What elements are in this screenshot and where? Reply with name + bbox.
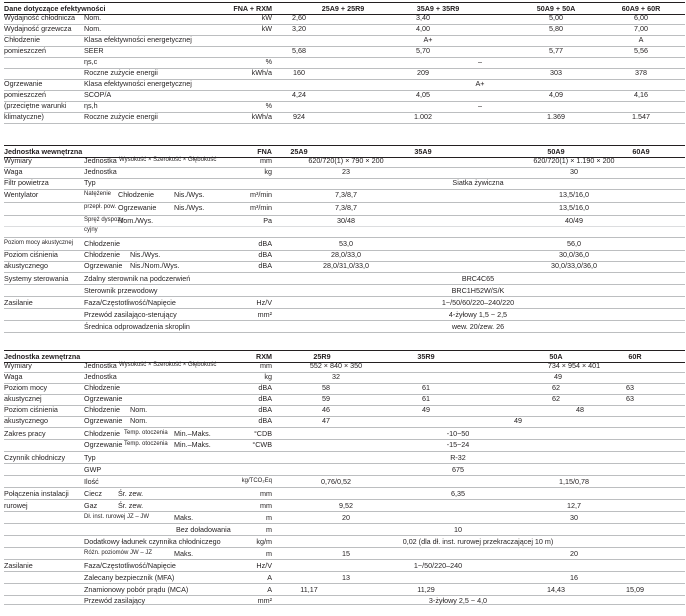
section-title: Dane dotyczące efektywności: [4, 4, 106, 13]
spec-value: 13: [342, 573, 350, 582]
row-label: Waga: [4, 167, 23, 176]
spec-value: Znamionowy pobór prądu (MCA): [84, 585, 189, 594]
spec-value: 4,24: [292, 90, 306, 99]
spec-value: mm: [260, 501, 272, 510]
spec-value: Ogrzewanie: [84, 394, 123, 403]
spec-value: 4,05: [416, 90, 430, 99]
spec-value: 61: [422, 394, 430, 403]
row-label: Wydajność chłodnicza: [4, 13, 76, 22]
spec-value: Ogrzewanie: [118, 203, 157, 212]
spec-value: Nis./Wys.: [130, 250, 161, 259]
row-label: akustycznego: [4, 261, 48, 270]
row-label: Wentylator: [4, 190, 39, 199]
spec-value: 9,52: [339, 501, 353, 510]
spec-value: kW: [261, 13, 272, 22]
spec-value: 49: [554, 372, 562, 381]
spec-value: 49: [514, 416, 522, 425]
row-label: Wymiary: [4, 156, 32, 165]
spec-value: Ciecz: [84, 489, 102, 498]
row-label: akustycznej: [4, 394, 42, 403]
spec-value: 5,68: [292, 46, 306, 55]
spec-value: 3,40: [416, 13, 430, 22]
spec-value: A+: [475, 79, 485, 88]
spec-value: 675: [452, 465, 464, 474]
section-title: Jednostka zewnętrzna: [4, 352, 81, 361]
spec-value: 5,77: [549, 46, 563, 55]
spec-value: 5,80: [549, 24, 563, 33]
spec-value: dBA: [258, 239, 272, 248]
spec-value: %: [265, 57, 272, 66]
model-header: 60A9: [632, 147, 650, 156]
spec-value: Maks.: [174, 513, 194, 522]
spec-value: 2,60: [292, 13, 306, 22]
spec-value: 1~/50/220–240: [413, 561, 463, 570]
spec-value: Roczne zużycie energii: [84, 112, 158, 121]
spec-value: °CWB: [252, 440, 272, 449]
spec-value: -15~24: [446, 440, 470, 449]
spec-value: 10: [454, 525, 462, 534]
model-header: FNA + RXM: [233, 4, 272, 13]
spec-value: Jednostka: [84, 156, 117, 165]
spec-value: Bez doładowania: [176, 525, 231, 534]
spec-value: Różn. poziomów JW – JZ: [84, 550, 153, 556]
model-header: 50A9 + 50A: [536, 4, 576, 13]
spec-value: m: [266, 549, 272, 558]
spec-value: 16: [570, 573, 578, 582]
spec-value: 62: [552, 394, 560, 403]
spec-value: Nom.: [130, 405, 148, 414]
spec-value: kg: [264, 372, 272, 381]
spec-value: Typ: [84, 453, 96, 462]
section-title: Jednostka wewnętrzna: [4, 147, 83, 156]
spec-value: kWh/a: [251, 68, 272, 77]
model-header: 50A: [549, 352, 563, 361]
spec-value: 924: [293, 112, 305, 121]
spec-value: 13,5/16,0: [559, 190, 589, 199]
spec-value: 15,09: [626, 585, 644, 594]
spec-value: 59: [322, 394, 330, 403]
spec-value: 5,70: [416, 46, 430, 55]
row-label: akustycznego: [4, 416, 48, 425]
spec-value: Spręż dyspozy-: [84, 217, 126, 223]
row-label: Waga: [4, 372, 23, 381]
spec-value: mm²: [257, 596, 272, 605]
spec-value: Nis./Wys.: [174, 203, 205, 212]
spec-value: 20: [342, 513, 350, 522]
spec-value: 1,15/0,78: [559, 477, 589, 486]
spec-value: GWP: [84, 465, 102, 474]
spec-value: Faza/Częstotliwość/Napięcie: [84, 561, 176, 570]
spec-value: 30,0/33,0/36,0: [551, 261, 597, 270]
spec-value: dBA: [258, 416, 272, 425]
spec-value: 3,20: [292, 24, 306, 33]
spec-value: 23: [342, 167, 350, 176]
spec-value: ηs,c: [84, 57, 98, 66]
spec-value: 6,00: [634, 13, 648, 22]
spec-value: Zdalny sterownik na podczerwień: [84, 274, 191, 283]
spec-value: Temp. otoczenia: [124, 441, 168, 447]
spec-row: [4, 112, 685, 124]
spec-value: A+: [423, 35, 433, 44]
row-label: Poziom mocy: [4, 383, 48, 392]
spec-value: Średnica odprowadzenia skroplin: [84, 322, 190, 331]
spec-value: kg/TCO₂Eq: [241, 478, 272, 484]
row-label: pomieszczeń: [4, 90, 46, 99]
row-label: Filtr powietrza: [4, 178, 49, 187]
spec-value: wew. 20/zew. 26: [451, 322, 505, 331]
model-header: 50A9: [547, 147, 565, 156]
spec-value: °CDB: [253, 429, 272, 438]
spec-value: mm: [260, 489, 272, 498]
spec-value: BRC1H52W/S/K: [451, 286, 505, 295]
spec-value: Dodatkowy ładunek czynnika chłodniczego: [84, 537, 221, 546]
spec-value: Ogrzewanie: [84, 261, 123, 270]
spec-value: 32: [332, 372, 340, 381]
row-label: Chłodzenie: [4, 35, 40, 44]
spec-value: 11,29: [417, 585, 435, 594]
spec-value: 4,09: [549, 90, 563, 99]
spec-value: m³/min: [250, 190, 272, 199]
spec-value: dBA: [258, 394, 272, 403]
spec-value: Maks.: [174, 549, 194, 558]
row-label: Poziom ciśnienia: [4, 405, 58, 414]
spec-value: 303: [550, 68, 562, 77]
spec-value: 11,17: [300, 585, 318, 594]
spec-value: Siatka żywiczna: [452, 178, 504, 187]
spec-value: Jednostka: [84, 167, 117, 176]
spec-value: Dł. inst. rurowej JZ – JW: [84, 514, 150, 520]
spec-value: A: [267, 573, 272, 582]
spec-value: Przewód zasilający: [84, 596, 146, 605]
spec-value: 13,5/16,0: [559, 203, 589, 212]
spec-value: Ilość: [84, 477, 99, 486]
spec-value: 30/48: [337, 216, 355, 225]
model-header: RXM: [256, 352, 272, 361]
spec-row: [4, 237, 685, 251]
spec-value: BRC4C65: [461, 274, 495, 283]
spec-value: Klasa efektywności energetycznej: [84, 79, 192, 88]
spec-value: SEER: [84, 46, 104, 55]
row-label: Ogrzewanie: [4, 79, 43, 88]
row-label: Wydajność grzewcza: [4, 24, 72, 33]
spec-value: Klasa efektywności energetycznej: [84, 35, 192, 44]
spec-value: 5,00: [549, 13, 563, 22]
spec-value: Chłodzenie: [118, 190, 154, 199]
row-label: pomieszczeń: [4, 46, 46, 55]
spec-value: R-32: [450, 453, 466, 462]
model-header: 60R: [628, 352, 642, 361]
spec-value: Sterownik przewodowy: [84, 286, 158, 295]
spec-value: 63: [626, 383, 634, 392]
spec-value: kW: [261, 24, 272, 33]
spec-row: [4, 320, 685, 333]
spec-value: Faza/Częstotliwość/Napięcie: [84, 298, 176, 307]
spec-value: 58: [322, 383, 330, 392]
spec-value: kWh/a: [251, 112, 272, 121]
spec-value: 30,0/36,0: [559, 250, 589, 259]
spec-value: mm: [260, 361, 272, 370]
spec-value: kg/m: [256, 537, 272, 546]
spec-value: Nom.: [84, 13, 102, 22]
spec-value: Hz/V: [256, 298, 272, 307]
spec-value: 1.002: [414, 112, 432, 121]
row-label: Zakres pracy: [4, 429, 46, 438]
spec-value: 62: [552, 383, 560, 392]
model-header: 60A9 + 60R: [621, 4, 661, 13]
spec-value: Nom./Wys.: [118, 216, 154, 225]
spec-value: 4,16: [634, 90, 648, 99]
model-header: 35A9: [414, 147, 432, 156]
row-label: Wymiary: [4, 361, 32, 370]
spec-value: 0,76/0,52: [321, 477, 351, 486]
spec-value: 620/720(1) × 790 × 200: [308, 156, 384, 165]
spec-value: 4,00: [416, 24, 430, 33]
spec-value: 1.547: [632, 112, 650, 121]
spec-value: m³/min: [250, 203, 272, 212]
spec-value: dBA: [258, 383, 272, 392]
spec-value: dBA: [258, 261, 272, 270]
model-header: FNA: [257, 147, 272, 156]
spec-value: 160: [293, 68, 305, 77]
spec-value: 7,3/8,7: [335, 190, 357, 199]
spec-value: 12,7: [567, 501, 581, 510]
spec-value: Przewód zasilająco-sterujący: [84, 310, 177, 319]
spec-value: 30: [570, 167, 578, 176]
spec-value: Jednostka: [84, 372, 117, 381]
spec-value: dBA: [258, 405, 272, 414]
spec-value: Zalecany bezpiecznik (MFA): [84, 573, 175, 582]
spec-value: –: [478, 101, 482, 110]
row-label: Poziom ciśnienia: [4, 250, 58, 259]
spec-value: 3-żyłowy 2,5 ~ 4,0: [428, 596, 488, 605]
spec-value: 20: [570, 549, 578, 558]
spec-value: Ogrzewanie: [84, 440, 123, 449]
row-label: klimatyczne): [4, 112, 44, 121]
spec-value: A: [267, 585, 272, 594]
row-label: rurowej: [4, 501, 28, 510]
spec-value: Chłodzenie: [84, 405, 120, 414]
spec-value: 49: [422, 405, 430, 414]
spec-value: Ogrzewanie: [84, 416, 123, 425]
spec-value: Nom.: [84, 24, 102, 33]
spec-value: cyjny: [84, 227, 98, 233]
spec-value: Gaz: [84, 501, 98, 510]
spec-value: 56,0: [567, 239, 581, 248]
spec-value: Chłodzenie: [84, 429, 120, 438]
spec-value: mm: [260, 156, 272, 165]
spec-value: Chłodzenie: [84, 239, 120, 248]
spec-value: 7,3/8,7: [335, 203, 357, 212]
spec-value: Nis./Wys.: [174, 190, 205, 199]
spec-value: mm²: [257, 310, 272, 319]
spec-value: Roczne zużycie energii: [84, 68, 158, 77]
model-header: 35A9 + 35R9: [416, 4, 460, 13]
row-label: Czynnik chłodniczy: [4, 453, 66, 462]
spec-value: Śr. zew.: [118, 501, 144, 510]
spec-value: Jednostka: [84, 361, 117, 370]
spec-value: 4-żyłowy 1,5 ~ 2,5: [448, 310, 508, 319]
spec-value: Wysokość × Szerokość × Głębokość: [119, 157, 217, 163]
spec-value: 28,0/31,0/33,0: [323, 261, 369, 270]
spec-value: 47: [322, 416, 330, 425]
spec-value: Chłodzenie: [84, 383, 120, 392]
spec-value: 40/49: [565, 216, 583, 225]
spec-value: Min.–Maks.: [174, 440, 211, 449]
spec-value: 552 × 840 × 350: [309, 361, 363, 370]
row-label: Systemy sterowania: [4, 274, 69, 283]
spec-value: kg: [264, 167, 272, 176]
spec-value: 61: [422, 383, 430, 392]
spec-value: 63: [626, 394, 634, 403]
spec-value: Natężenie: [84, 191, 112, 197]
spec-value: 620/720(1) × 1.190 × 200: [533, 156, 615, 165]
model-header: 25A9: [290, 147, 308, 156]
spec-value: Typ: [84, 178, 96, 187]
spec-value: –: [478, 57, 482, 66]
spec-value: ηs,h: [84, 101, 98, 110]
spec-value: Hz/V: [256, 561, 272, 570]
spec-value: m: [266, 525, 272, 534]
spec-value: %: [265, 101, 272, 110]
spec-row: [4, 189, 685, 203]
spec-value: 5,56: [634, 46, 648, 55]
spec-value: m: [266, 513, 272, 522]
row-label: Zasilanie: [4, 298, 33, 307]
spec-value: 734 × 954 × 401: [547, 361, 601, 370]
spec-value: 53,0: [339, 239, 353, 248]
spec-value: -10~50: [446, 429, 470, 438]
spec-value: 0,02 (dla dł. inst. rurowej przekraczającej 10 m): [402, 537, 554, 546]
spec-value: 1~/50/60/220–240/220: [441, 298, 515, 307]
spec-value: Pa: [263, 216, 272, 225]
spec-value: 28,0/33,0: [331, 250, 361, 259]
spec-value: Nis./Nom./Wys.: [130, 261, 180, 270]
spec-value: A: [638, 35, 644, 44]
spec-value: 46: [322, 405, 330, 414]
spec-value: 14,43: [547, 585, 565, 594]
spec-value: Temp. otoczenia: [124, 430, 168, 436]
spec-value: 6,35: [451, 489, 465, 498]
spec-row: [4, 595, 685, 605]
spec-value: SCOP/A: [84, 90, 112, 99]
spec-value: Min.–Maks.: [174, 429, 211, 438]
spec-value: 15: [342, 549, 350, 558]
row-label: (przeciętne warunki: [4, 101, 67, 110]
spec-value: Nom.: [130, 416, 148, 425]
row-label: Połączenia instalacji: [4, 489, 69, 498]
spec-value: Chłodzenie: [84, 250, 120, 259]
spec-value: 48: [576, 405, 584, 414]
spec-value: Śr. zew.: [118, 489, 144, 498]
spec-value: 1.369: [547, 112, 565, 121]
spec-value: 7,00: [634, 24, 648, 33]
row-label: Poziom mocy akustycznej: [4, 240, 74, 246]
spec-value: 209: [417, 68, 429, 77]
model-header: 25R9: [313, 352, 331, 361]
spec-value: 30: [570, 513, 578, 522]
spec-value: 378: [635, 68, 647, 77]
model-header: 25A9 + 25R9: [321, 4, 365, 13]
spec-value: dBA: [258, 250, 272, 259]
row-label: Zasilanie: [4, 561, 33, 570]
spec-value: przepł. pow.: [84, 204, 117, 210]
spec-row: [4, 202, 685, 216]
spec-value: Wysokość × Szerokość × Głębokość: [119, 362, 217, 368]
model-header: 35R9: [417, 352, 435, 361]
